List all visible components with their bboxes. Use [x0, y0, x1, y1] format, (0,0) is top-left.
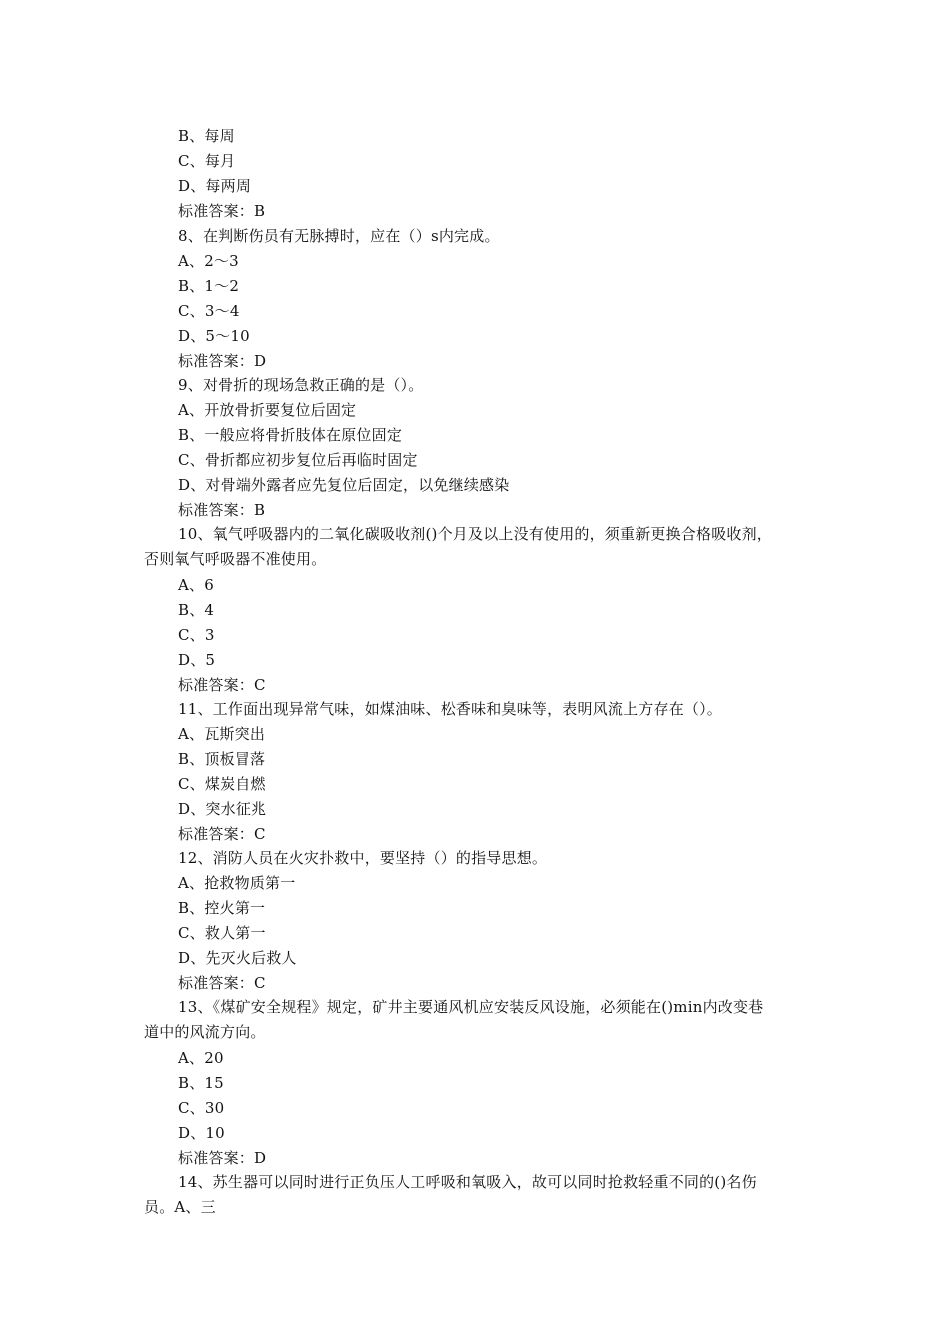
- option-line: B、顶板冒落: [178, 750, 266, 768]
- option-line: C、30: [178, 1099, 225, 1117]
- option-line: D、10: [178, 1124, 225, 1142]
- option-line: B、4: [178, 601, 215, 619]
- option-line: A、开放骨折要复位后固定: [178, 401, 357, 419]
- option-line: C、救人第一: [178, 924, 266, 942]
- option-line: A、瓦斯突出: [178, 725, 266, 743]
- answer-line: 标准答案：C: [178, 825, 266, 843]
- option-line: C、煤炭自燃: [178, 775, 266, 793]
- question-line: 13、《煤矿安全规程》规定，矿井主要通风机应安装反风设施，必须能在()min内改变巷: [178, 998, 764, 1016]
- option-line: C、骨折都应初步复位后再临时固定: [178, 451, 418, 469]
- option-line: D、对骨端外露者应先复位后固定，以免继续感染: [178, 476, 510, 494]
- option-line: D、5: [178, 651, 216, 669]
- option-line: B、控火第一: [178, 899, 266, 917]
- question-line-continued: 道中的风流方向。: [144, 1023, 266, 1041]
- answer-line: 标准答案：C: [178, 974, 266, 992]
- question-line: 12、消防人员在火灾扑救中，要坚持（）的指导思想。: [178, 849, 548, 867]
- answer-line: 标准答案：C: [178, 676, 266, 694]
- option-line: B、1～2: [178, 277, 240, 295]
- question-line-continued: 否则氧气呼吸器不准使用。: [144, 550, 327, 568]
- question-line: 8、在判断伤员有无脉搏时，应在（）s内完成。: [178, 227, 500, 245]
- question-line: 9、对骨折的现场急救正确的是（）。: [178, 376, 424, 394]
- option-line: D、5～10: [178, 327, 250, 345]
- question-line-continued: 员。A、三: [144, 1198, 216, 1216]
- answer-line: 标准答案：D: [178, 352, 267, 370]
- option-line: D、每两周: [178, 177, 252, 195]
- answer-line: 标准答案：B: [178, 202, 266, 220]
- answer-line: 标准答案：D: [178, 1149, 267, 1167]
- option-line: C、3: [178, 626, 215, 644]
- answer-line: 标准答案：B: [178, 501, 266, 519]
- option-line: D、先灭火后救人: [178, 949, 297, 967]
- option-line: C、每月: [178, 152, 236, 170]
- option-line: C、3～4: [178, 302, 240, 320]
- question-line: 11、工作面出现异常气味，如煤油味、松香味和臭味等，表明风流上方存在（）。: [178, 700, 722, 718]
- option-line: B、一般应将骨折肢体在原位固定: [178, 426, 403, 444]
- option-line: A、6: [178, 576, 214, 594]
- question-line: 14、苏生器可以同时进行正负压人工呼吸和氧吸入，故可以同时抢救轻重不同的()名伤: [178, 1173, 757, 1191]
- option-line: B、15: [178, 1074, 224, 1092]
- option-line: D、突水征兆: [178, 800, 267, 818]
- option-line: A、2～3: [178, 252, 239, 270]
- question-line: 10、氧气呼吸器内的二氧化碳吸收剂()个月及以上没有使用的，须重新更换合格吸收剂，: [178, 525, 772, 543]
- option-line: A、20: [178, 1049, 224, 1067]
- option-line: B、每周: [178, 127, 235, 145]
- option-line: A、抢救物质第一: [178, 874, 296, 892]
